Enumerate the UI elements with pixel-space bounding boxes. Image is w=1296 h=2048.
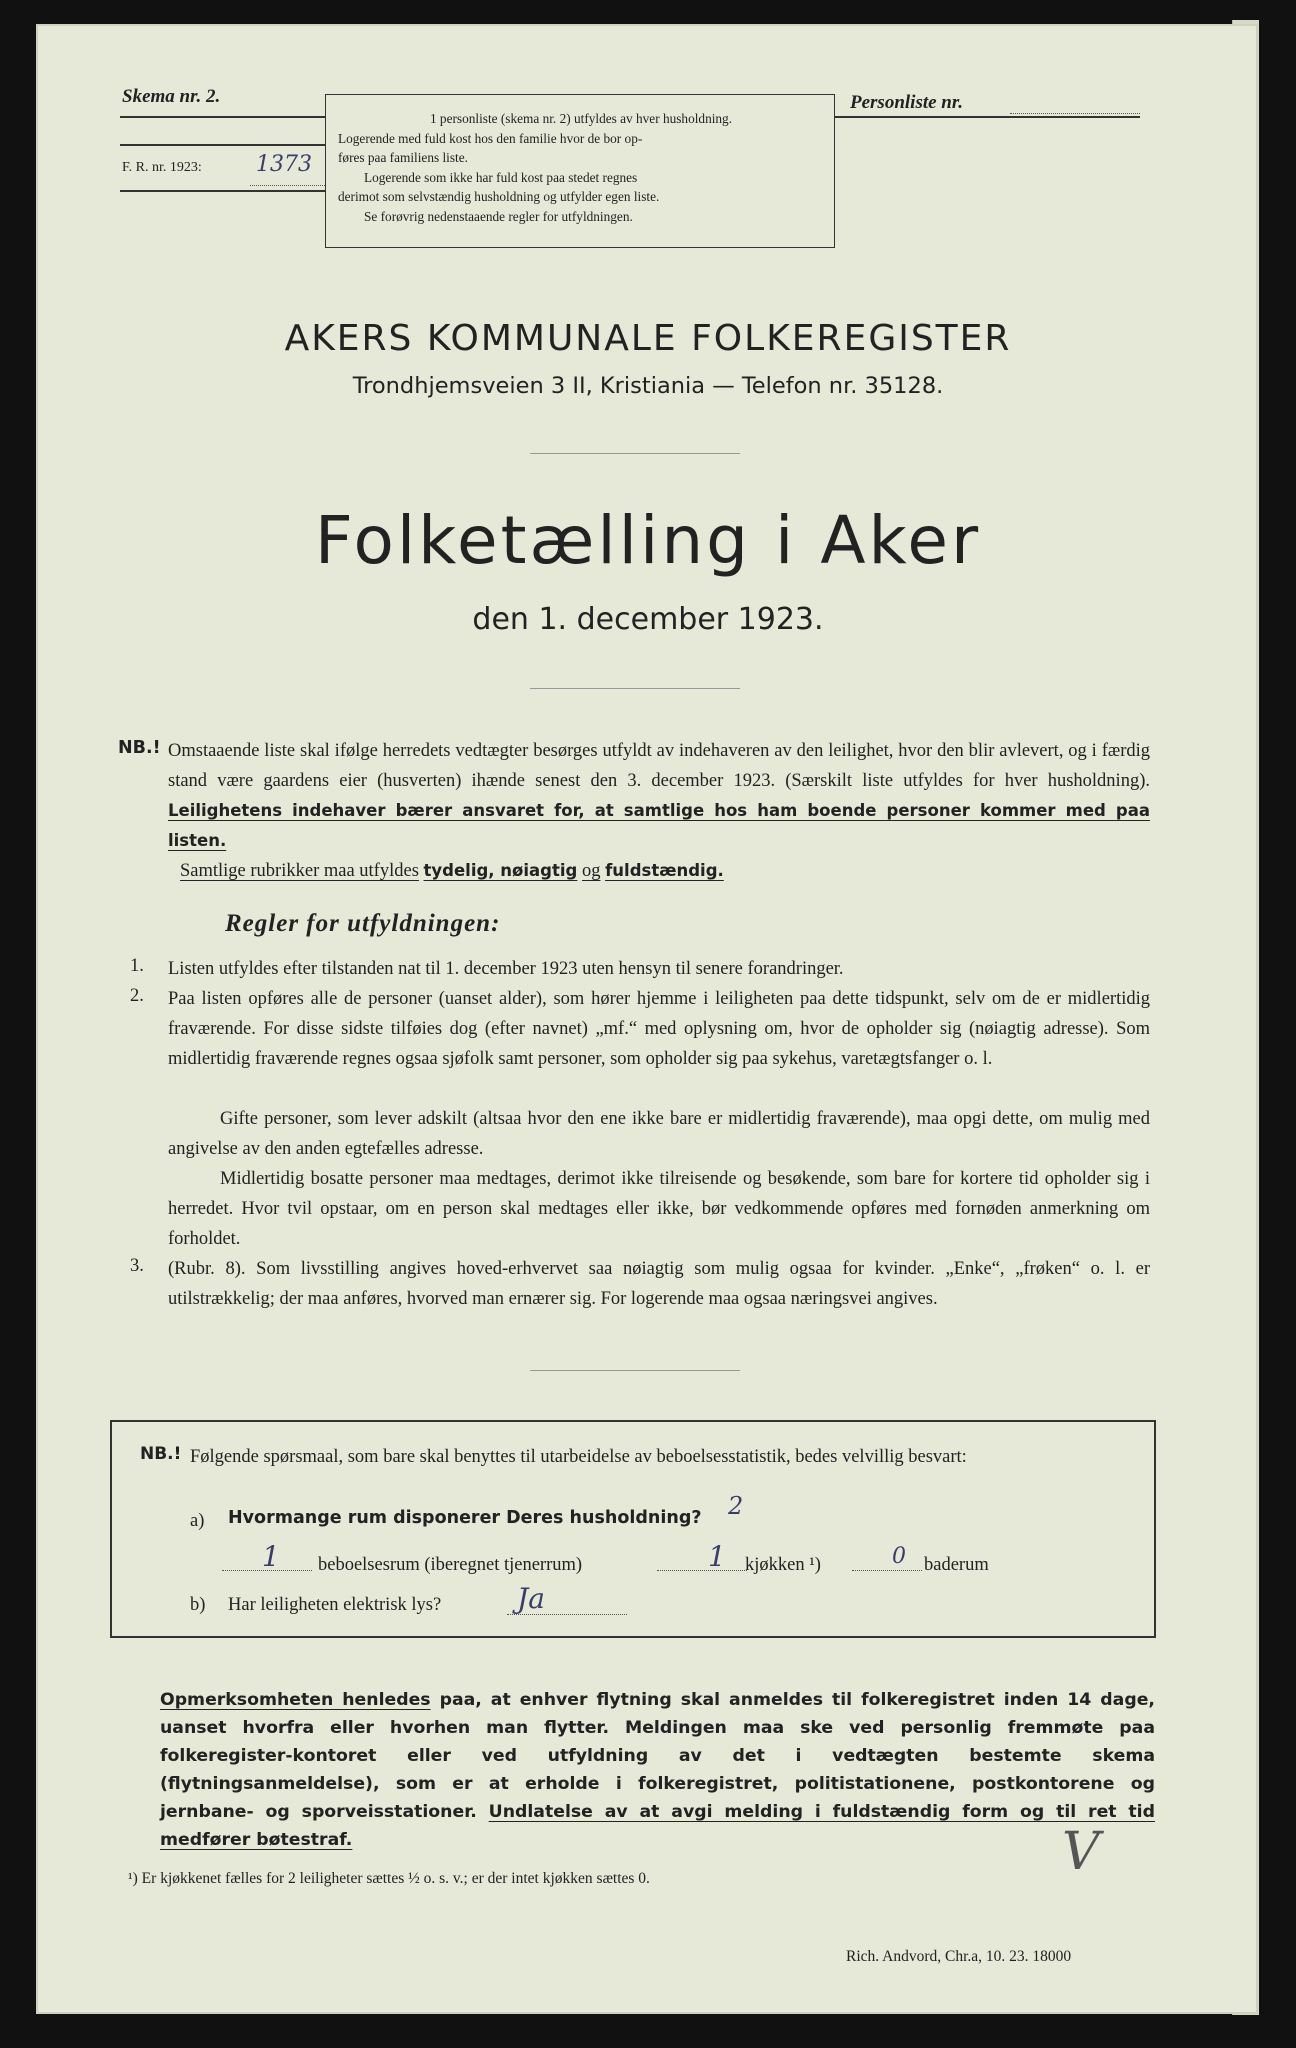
check-mark: V xyxy=(1062,1822,1100,1882)
question-b-text: Har leiligheten elektrisk lys? xyxy=(228,1595,442,1615)
instruction-line-1: 1 personliste (skema nr. 2) utfyldes av hver husholdning. xyxy=(429,111,733,126)
question-b-line xyxy=(507,1614,627,1615)
question-a: Hvormange rum disponerer Deres husholdning? xyxy=(228,1508,702,1528)
divider-1 xyxy=(530,453,740,454)
rule-2-text-a: Paa listen opføres alle de personer (uanset alder), som hører hjemme i leiligheten paa dette tidspunkt, selv om de er midlertidig fraværende. For disse sidste tilføies dog (efter navnet) „mf.“ med oplysning om, hvor de opholder sig (nøiagtig adresse). Som midlertidig fraværende regnes ogsaa sjøfolk samt personer, som opholder sig paa sykehus, varetægtsfanger o. l. xyxy=(168,989,1150,1069)
instruction-line-6: Se forøvrig nedenstaaende regler for utfyldningen. xyxy=(364,208,633,224)
nb1-line3-b: tydelig, nøiagtig xyxy=(423,861,578,880)
rule-2-number: 2. xyxy=(130,986,144,1006)
instructions-text xyxy=(338,109,824,226)
rules-heading: Regler for utfyldningen: xyxy=(225,910,501,937)
nb1-responsibility: Leilighetens indehaver bærer ansvaret for, at samtlige hos ham boende personer kommer med paa listen. xyxy=(168,801,1150,850)
notice-lead: Opmerksomheten henledes xyxy=(160,1690,431,1710)
nb1-line3-c: og xyxy=(581,861,601,881)
nb1-text: Omstaaende liste skal ifølge herredets vedtægter besørges utfyldt av indehaveren av den leilighet, hvor den blir avlevert, og i færdig stand være gaardens eier (husverten) ihænde senest den 3. december 1923. (Særskilt liste utfyldes for hver husholdning). xyxy=(168,741,1150,791)
nb1-paragraph xyxy=(168,736,1150,856)
kitchen-line xyxy=(657,1570,747,1571)
question-a-label: a) xyxy=(190,1511,205,1531)
fr-number-label: F. R. nr. 1923: xyxy=(122,160,202,175)
bath-label: baderum xyxy=(924,1555,989,1575)
divider-2 xyxy=(530,688,740,689)
footnote: ¹) Er kjøkkenet fælles for 2 leiligheter sættes ½ o. s. v.; er der intet kjøkken sættes 0. xyxy=(128,1870,650,1887)
rule-2-text-b: Gifte personer, som lever adskilt (altsaa hvor den ene ikke bare er midlertidig fraværende), maa opgi dette, om mulig med angivelse av den anden egtefælles adresse. xyxy=(168,1109,1150,1159)
question-b-label: b) xyxy=(190,1595,206,1615)
nb2-label: NB.! xyxy=(140,1444,182,1464)
nb1-line3-a: Samtlige rubrikker maa utfyldes xyxy=(180,861,419,881)
nb1-line3-d: fuldstændig. xyxy=(605,861,724,880)
personliste-label: Personliste nr. xyxy=(850,92,963,113)
header-rule-left-2 xyxy=(120,144,325,146)
notice-text: paa, at enhver flytning skal anmeldes til folkeregistret inden 14 dage, uanset hvorfra eller hvorhen man flytter. Meldingen maa ske ved personlig fremmøte paa folkeregister-kontoret eller ved utfyldning av det i vedtægten bestemte skema (flytningsanmeldelse), som er at erholde i folkeregistret, politistationene, postkontorene og jernbane- og sporveisstationer. xyxy=(160,1690,1155,1822)
housing-statistics-box xyxy=(110,1420,1156,1638)
instruction-line-2: Logerende med fuld kost hos den familie hvor de bor op- xyxy=(338,130,643,146)
bath-line xyxy=(852,1570,922,1571)
rule-1-number: 1. xyxy=(130,956,144,976)
notice-penalty: Undlatelse av at avgi melding i fuldstændig form og til ret tid medfører bøtestraf. xyxy=(160,1802,1155,1850)
rooms-label: beboelsesrum (iberegnet tjenerrum) xyxy=(318,1555,583,1575)
question-a-answer: 2 xyxy=(728,1492,744,1520)
instruction-line-5: derimot som selvstændig husholdning og utfylder egen liste. xyxy=(338,189,660,204)
moving-notice xyxy=(160,1686,1155,1854)
instruction-line-4: Logerende som ikke har fuld kost paa stedet regnes xyxy=(364,169,638,185)
nb2-intro: Følgende spørsmaal, som bare skal benyttes til utarbeidelse av beboelsesstatistik, bedes velvillig besvart: xyxy=(190,1447,967,1467)
title-date: den 1. december 1923. xyxy=(472,602,824,637)
question-b-answer: Ja xyxy=(517,1582,545,1615)
rooms-line xyxy=(222,1570,312,1571)
printer-imprint: Rich. Andvord, Chr.a, 10. 23. 18000 xyxy=(846,1948,1072,1965)
instructions-box xyxy=(325,94,835,248)
fr-number-value: 1373 xyxy=(256,152,312,177)
header-rule-right xyxy=(835,116,1140,118)
fr-number-line xyxy=(250,185,325,186)
bath-value: 0 xyxy=(892,1544,906,1569)
rooms-value: 1 xyxy=(262,1540,280,1573)
kitchen-label: kjøkken ¹) xyxy=(745,1555,821,1575)
main-title: Folketælling i Aker xyxy=(314,502,982,579)
nb1-label: NB.! xyxy=(118,738,161,758)
header-rule-left-3 xyxy=(120,190,325,192)
rule-2-text-c: Midlertidig bosatte personer maa medtages, derimot ikke tilreisende og besøkende, som bare for kortere tid opholder sig i herredet. Hvor tvil opstaar, om en person skal medtages eller ikke, bør vedkommende opføres med fornøden anmerkning om forholdet. xyxy=(168,1169,1150,1249)
instruction-line-3: føres paa familiens liste. xyxy=(338,150,468,165)
office-address: Trondhjemsveien 3 II, Kristiania — Telefon nr. 35128. xyxy=(352,373,944,399)
question-b xyxy=(228,1590,441,1620)
rule-1-text: Listen utfyldes efter tilstanden nat til 1. december 1923 uten hensyn til senere forandringer. xyxy=(168,959,844,979)
personliste-line xyxy=(1010,113,1140,114)
header-rule-left-1 xyxy=(120,116,325,118)
kitchen-value: 1 xyxy=(708,1540,726,1573)
nb1-line3 xyxy=(180,856,724,886)
skema-label: Skema nr. 2. xyxy=(122,86,221,107)
office-name: AKERS KOMMUNALE FOLKEREGISTER xyxy=(284,318,1012,359)
rule-3-number: 3. xyxy=(130,1256,144,1276)
divider-3 xyxy=(530,1370,740,1371)
rule-3-text: (Rubr. 8). Som livsstilling angives hoved-erhvervet saa nøiagtig som mulig ogsaa for kvinder. „Enke“, „frøken“ o. l. er utilstrækkelig; der maa anføres, hvorved man ernærer sig. For logerende maa ogsaa næringsvei angives. xyxy=(168,1259,1150,1309)
